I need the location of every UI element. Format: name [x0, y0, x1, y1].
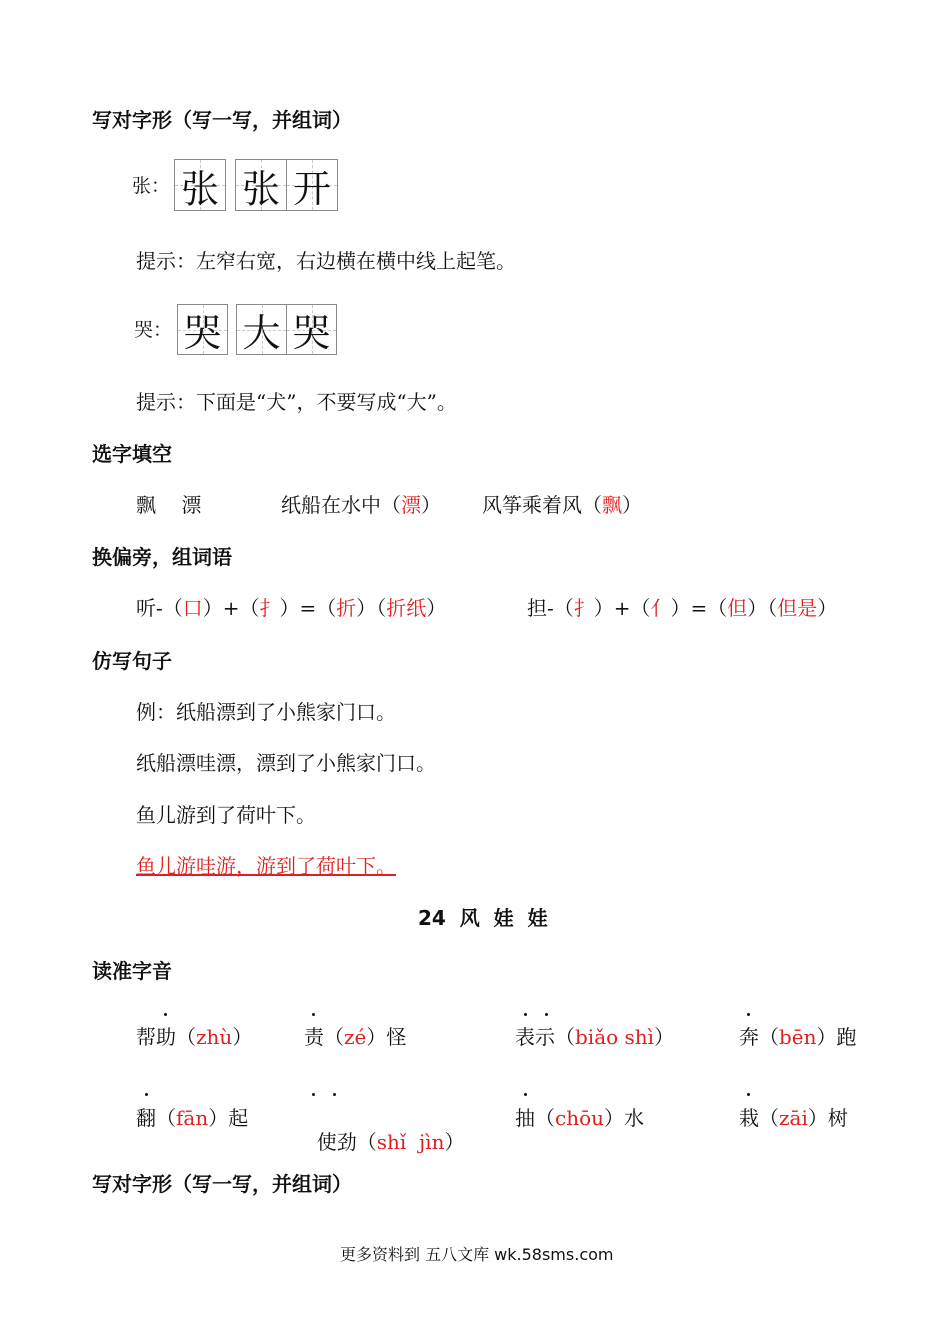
eq-text: ） — [426, 596, 447, 620]
emphasis-dot — [545, 1013, 548, 1016]
tip-zhang: 提示：左窄右宽，右边横在横中线上起笔。 — [136, 249, 516, 273]
pinyin: chōu — [555, 1106, 605, 1130]
pinyin: zé — [344, 1025, 367, 1049]
pinyin-item — [515, 1021, 674, 1050]
pinyin-item — [515, 1102, 644, 1131]
paren: （ — [759, 1025, 779, 1049]
emphasis-dot — [164, 1013, 167, 1016]
word: 栽 — [739, 1106, 759, 1130]
grid-char: 张 — [180, 166, 219, 211]
emphasis-dot — [333, 1093, 336, 1096]
pinyin-item — [739, 1021, 857, 1050]
paren: （ — [156, 1106, 176, 1130]
eq-text: ） — [817, 596, 838, 620]
answer: 但是 — [777, 596, 818, 620]
tianzige-box — [236, 304, 287, 355]
grid-char: 张 — [241, 166, 280, 211]
answer: 扌 — [259, 596, 280, 620]
word: 翻 — [136, 1106, 156, 1130]
emphasis-dot — [145, 1093, 148, 1096]
pinyin: biǎo shì — [575, 1025, 655, 1049]
tianzige-box — [177, 304, 228, 355]
sentence-text: 纸船在水中（ — [281, 493, 401, 517]
word: 责 — [304, 1025, 324, 1049]
fill-sentence-1 — [281, 489, 441, 518]
paren: （ — [324, 1025, 344, 1049]
paren: （ — [176, 1025, 196, 1049]
paren: ） — [366, 1025, 387, 1049]
tianzige-box — [286, 304, 337, 355]
section-heading-write-shapes-2: 写对字形（写一写，并组词） — [92, 1172, 352, 1196]
word: 抽 — [515, 1106, 535, 1130]
section-heading-choose-char: 选字填空 — [92, 442, 172, 466]
paren: ） — [444, 1130, 465, 1154]
answer: 口 — [182, 596, 203, 620]
pinyin-item — [304, 1021, 406, 1050]
eq-text: ）（ — [747, 596, 778, 620]
eq-text: ）+（ — [202, 596, 260, 620]
answer: 但 — [727, 596, 748, 620]
eq-text: 担-（ — [527, 596, 574, 620]
word: 帮助 — [136, 1025, 176, 1049]
grid-char: 大 — [242, 311, 281, 355]
pinyin-item — [739, 1102, 848, 1131]
emphasis-dot — [312, 1013, 315, 1016]
eq-text: ）（ — [356, 596, 387, 620]
pinyin: fān — [176, 1106, 209, 1130]
paren: （ — [356, 1130, 377, 1154]
section-heading-imitate-sentence: 仿写句子 — [92, 649, 172, 673]
pinyin-item — [136, 1021, 252, 1050]
word: 水 — [624, 1106, 645, 1130]
word: 跑 — [836, 1025, 857, 1049]
pinyin: zhù — [196, 1025, 233, 1049]
eq-text: ）=（ — [279, 596, 337, 620]
fill-sentence-2 — [482, 489, 642, 518]
prompt-sentence: 鱼儿游到了荷叶下。 — [136, 803, 316, 827]
radical-equation-1 — [136, 592, 446, 621]
tianzige-box — [286, 159, 338, 211]
answer: 折 — [336, 596, 357, 620]
example-sentence: 例：纸船漂到了小熊家门口。 — [136, 700, 396, 724]
emphasis-dot — [747, 1093, 750, 1096]
choice-options: 飘 漂 — [136, 493, 202, 517]
word: 树 — [827, 1106, 848, 1130]
paren: （ — [535, 1106, 555, 1130]
pinyin: zāi — [779, 1106, 808, 1130]
pinyin-item — [136, 1102, 248, 1131]
paren: ） — [208, 1106, 229, 1130]
pinyin: bēn — [779, 1025, 817, 1049]
paren: ） — [807, 1106, 828, 1130]
grid-char: 哭 — [183, 311, 222, 355]
eq-text: ）=（ — [670, 596, 728, 620]
paren: ） — [604, 1106, 625, 1130]
word: 怪 — [386, 1025, 407, 1049]
grid-char: 开 — [292, 166, 331, 211]
paren: （ — [555, 1025, 575, 1049]
paren: ） — [654, 1025, 675, 1049]
section-heading-read-pronunciation: 读准字音 — [92, 959, 172, 983]
word: 表示 — [515, 1025, 555, 1049]
paren: （ — [759, 1106, 779, 1130]
emphasis-dot — [747, 1013, 750, 1016]
paren: ） — [232, 1025, 253, 1049]
answer: 漂 — [401, 493, 421, 517]
emphasis-dot — [312, 1093, 315, 1096]
answer: 折纸 — [386, 596, 427, 620]
sentence-text: ） — [622, 493, 642, 517]
word: 起 — [228, 1106, 249, 1130]
sentence-text: 风筝乘着风（ — [482, 493, 602, 517]
section-heading-change-radical: 换偏旁，组词语 — [92, 545, 232, 569]
answer-sentence: 鱼儿游哇游，游到了荷叶下。 — [136, 854, 396, 878]
paren: ） — [816, 1025, 837, 1049]
char-label-zhang: 张： — [132, 175, 171, 197]
char-label-ku: 哭： — [134, 319, 173, 341]
eq-text: 听-（ — [136, 596, 183, 620]
word: 使劲 — [316, 1130, 357, 1154]
emphasis-dot — [524, 1013, 527, 1016]
pinyin: shǐ jìn — [376, 1130, 445, 1154]
grid-char: 哭 — [292, 311, 331, 355]
tianzige-box — [235, 159, 287, 211]
answer: 飘 — [602, 493, 622, 517]
footer-link[interactable]: 更多资料到 五八文库 wk.58sms.com — [340, 1245, 614, 1264]
answer: 扌 — [573, 596, 594, 620]
sentence-text: ） — [421, 493, 441, 517]
tip-ku: 提示：下面是“犬”，不要写成“大”。 — [136, 390, 457, 414]
answer: 亻 — [650, 596, 671, 620]
word: 奔 — [739, 1025, 759, 1049]
radical-equation-2 — [527, 592, 837, 621]
lesson-title: 24 风 娃 娃 — [418, 906, 548, 930]
tianzige-box — [174, 159, 226, 211]
pinyin-item — [304, 1102, 464, 1155]
model-sentence: 纸船漂哇漂，漂到了小熊家门口。 — [136, 751, 436, 775]
eq-text: ）+（ — [593, 596, 651, 620]
emphasis-dot — [524, 1093, 527, 1096]
section-heading-write-shapes: 写对字形（写一写，并组词） — [92, 108, 352, 132]
